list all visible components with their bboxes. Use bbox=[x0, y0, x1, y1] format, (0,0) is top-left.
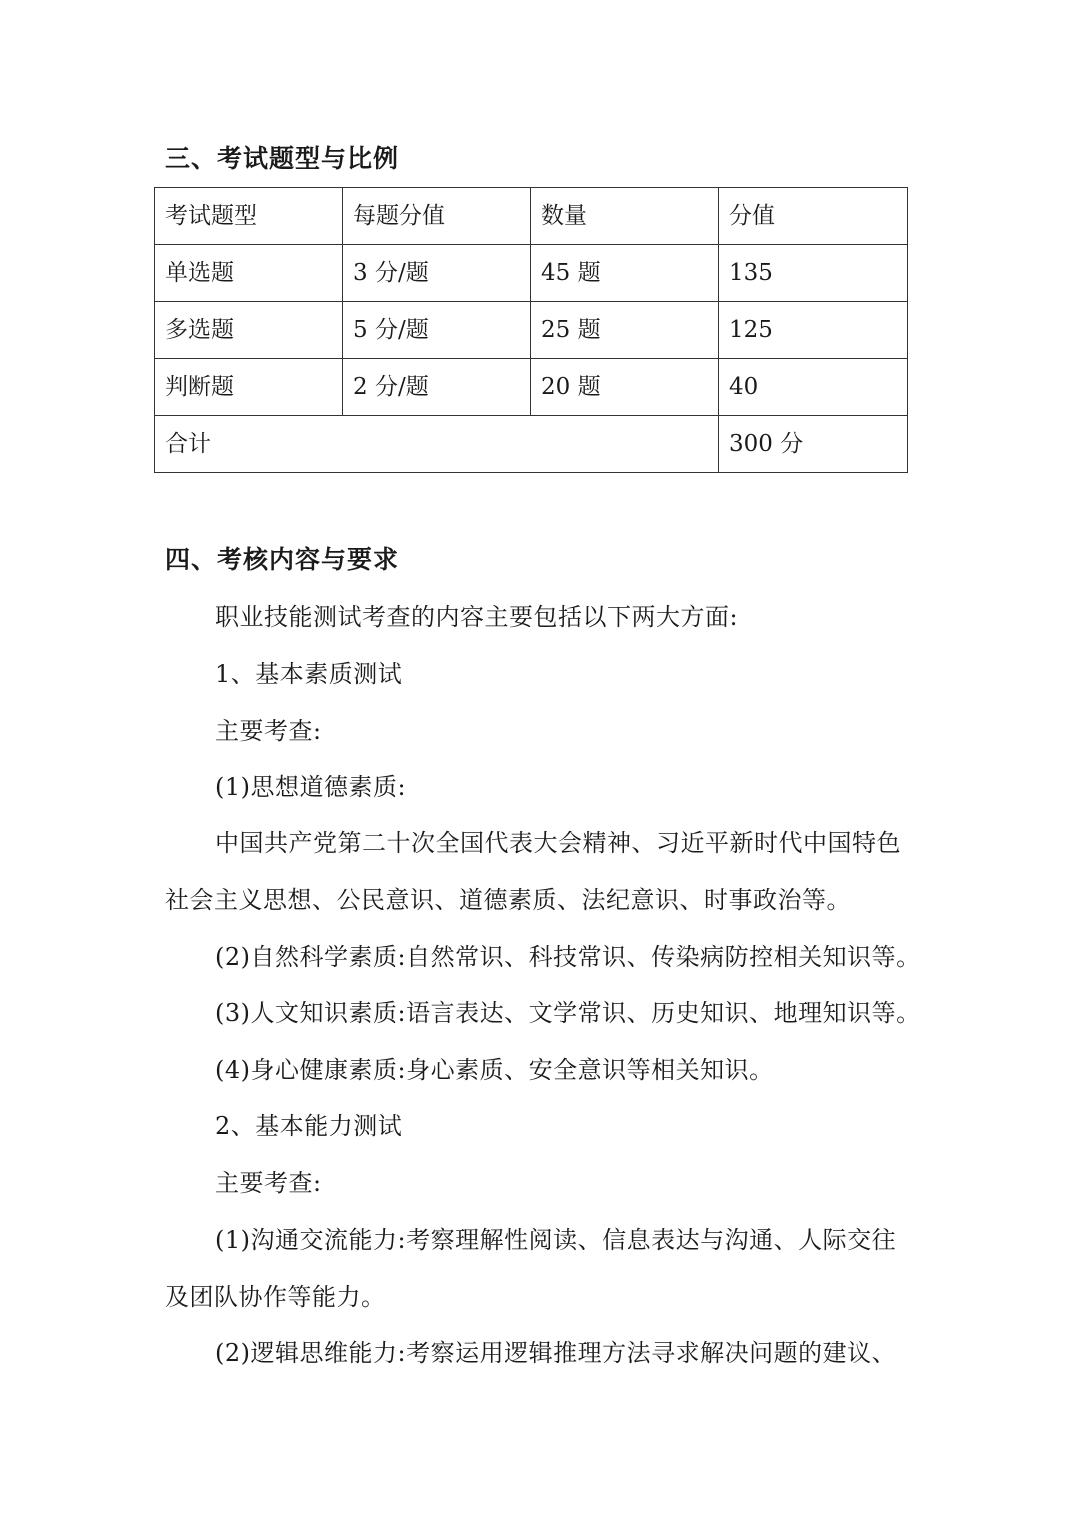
table-cell: 40 bbox=[719, 359, 908, 416]
table-total-row bbox=[155, 416, 908, 473]
table-row bbox=[155, 359, 908, 416]
header-cell-type: 考试题型 bbox=[155, 188, 343, 245]
table-cell: 5 分/题 bbox=[343, 302, 531, 359]
table-cell: 多选题 bbox=[155, 302, 343, 359]
exam-question-table bbox=[154, 187, 908, 473]
table-cell: 2 分/题 bbox=[343, 359, 531, 416]
table-cell: 25 题 bbox=[531, 302, 719, 359]
section-3-heading: 三、考试题型与比例 bbox=[165, 144, 400, 173]
list-item: (4)身心健康素质:身心素质、安全意识等相关知识。 bbox=[215, 1056, 774, 1084]
paragraph-line: 社会主义思想、公民意识、道德素质、法纪意识、时事政治等。 bbox=[165, 886, 851, 914]
table-cell: 135 bbox=[719, 245, 908, 302]
table-cell: 判断题 bbox=[155, 359, 343, 416]
table-cell: 3 分/题 bbox=[343, 245, 531, 302]
total-value-cell: 300 分 bbox=[719, 416, 908, 473]
paragraph-line: 中国共产党第二十次全国代表大会精神、习近平新时代中国特色 bbox=[215, 829, 901, 857]
table-cell: 45 题 bbox=[531, 245, 719, 302]
table-cell: 单选题 bbox=[155, 245, 343, 302]
list-item: (2)自然科学素质:自然常识、科技常识、传染病防控相关知识等。 bbox=[215, 943, 921, 971]
section-4-heading: 四、考核内容与要求 bbox=[165, 545, 400, 574]
subsection-2-title: 2、基本能力测试 bbox=[215, 1112, 403, 1140]
list-item: (2)逻辑思维能力:考察运用逻辑推理方法寻求解决问题的建议、 bbox=[215, 1339, 897, 1367]
main-check-label: 主要考查: bbox=[215, 1169, 322, 1197]
list-item: (1)思想道德素质: bbox=[215, 773, 407, 801]
header-cell-count: 数量 bbox=[531, 188, 719, 245]
total-label-cell: 合计 bbox=[155, 416, 719, 473]
intro-paragraph: 职业技能测试考查的内容主要包括以下两大方面: bbox=[215, 603, 739, 631]
list-item: (3)人文知识素质:语言表达、文学常识、历史知识、地理知识等。 bbox=[215, 999, 921, 1027]
table-row bbox=[155, 302, 908, 359]
list-item: (1)沟通交流能力:考察理解性阅读、信息表达与沟通、人际交往 bbox=[215, 1226, 897, 1254]
paragraph-line: 及团队协作等能力。 bbox=[165, 1283, 386, 1311]
header-cell-score: 分值 bbox=[719, 188, 908, 245]
subsection-1-title: 1、基本素质测试 bbox=[215, 660, 403, 688]
table-row bbox=[155, 245, 908, 302]
table-cell: 125 bbox=[719, 302, 908, 359]
table-cell: 20 题 bbox=[531, 359, 719, 416]
main-check-label: 主要考查: bbox=[215, 717, 322, 745]
header-cell-points-per-question: 每题分值 bbox=[343, 188, 531, 245]
table-header-row bbox=[155, 188, 908, 245]
